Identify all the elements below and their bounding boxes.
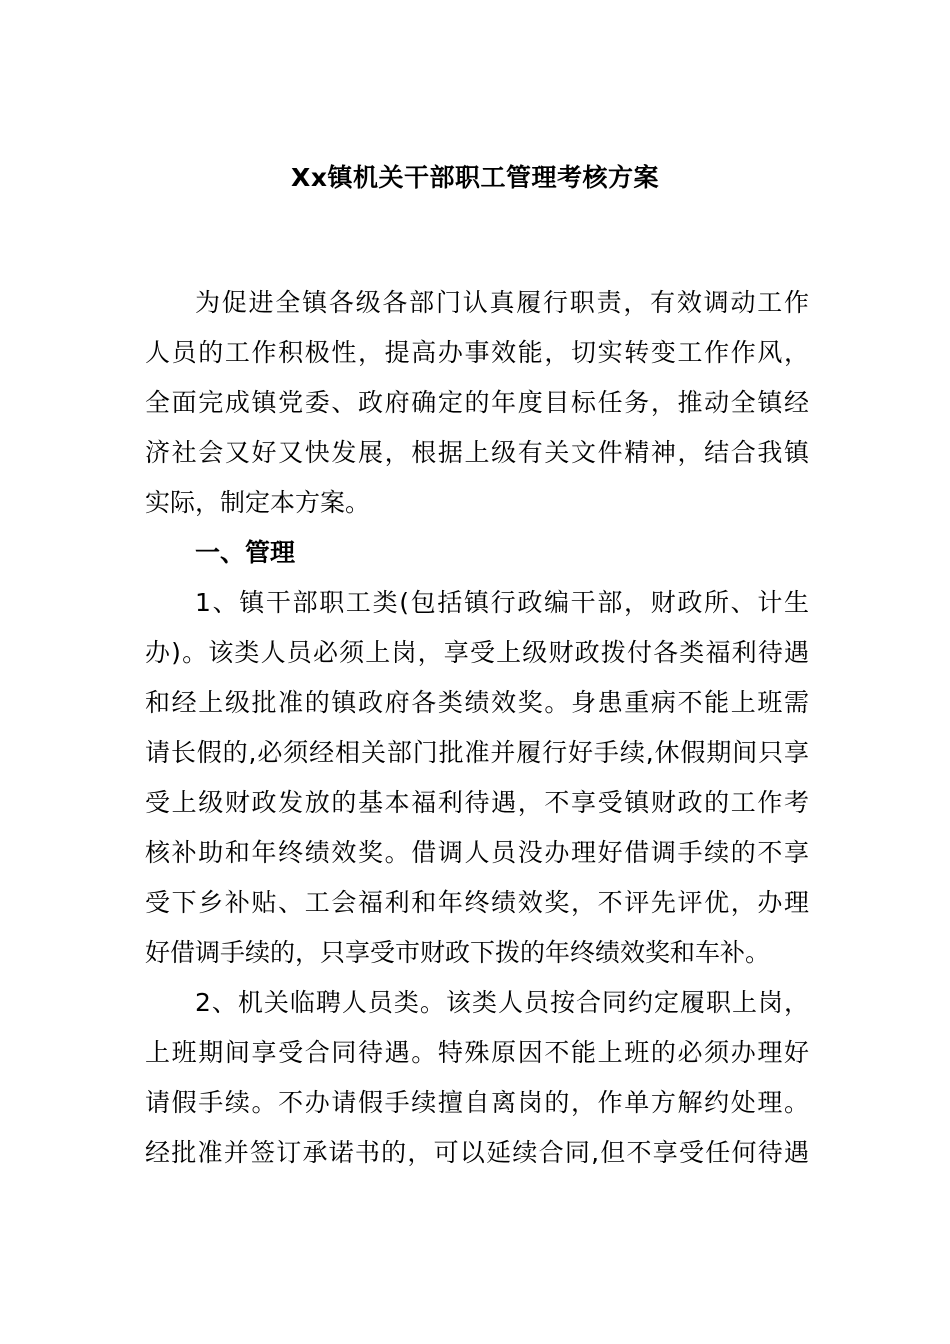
- paragraph-line: 为促进全镇各级各部门认真履行职责，有效调动工作: [195, 288, 809, 317]
- paragraph-line: 1、镇干部职工类(包括镇行政编干部，财政所、计生: [195, 588, 809, 617]
- document-title: Xx镇机关干部职工管理考核方案: [291, 163, 659, 192]
- paragraph-line: 核补助和年终绩效奖。借调人员没办理好借调手续的不享: [145, 838, 809, 867]
- section-heading: 一、管理: [195, 538, 296, 567]
- paragraph-line: 人员的工作积极性，提高办事效能，切实转变工作作风，: [145, 338, 809, 367]
- paragraph-line: 受下乡补贴、工会福利和年终绩效奖，不评先评优，办理: [145, 888, 809, 917]
- paragraph-line: 济社会又好又快发展，根据上级有关文件精神，结合我镇: [145, 438, 809, 467]
- paragraph-line: 全面完成镇党委、政府确定的年度目标任务，推动全镇经: [145, 388, 809, 417]
- paragraph-line: 受上级财政发放的基本福利待遇，不享受镇财政的工作考: [145, 788, 809, 817]
- paragraph-line: 请长假的,必须经相关部门批准并履行好手续,休假期间只享: [145, 738, 809, 767]
- paragraph-line: 实际，制定本方案。: [145, 488, 371, 517]
- paragraph-line: 办)。该类人员必须上岗，享受上级财政拨付各类福利待遇: [145, 638, 809, 667]
- paragraph-line: 好借调手续的，只享受市财政下拨的年终绩效奖和车补。: [145, 938, 771, 967]
- paragraph-line: 2、机关临聘人员类。该类人员按合同约定履职上岗，: [195, 988, 809, 1017]
- paragraph-line: 请假手续。不办请假手续擅自离岗的，作单方解约处理。: [145, 1088, 809, 1117]
- paragraph-line: 上班期间享受合同待遇。特殊原因不能上班的必须办理好: [145, 1038, 809, 1067]
- document-body: [145, 278, 809, 1178]
- paragraph-line: 和经上级批准的镇政府各类绩效奖。身患重病不能上班需: [145, 688, 809, 717]
- paragraph-line: 经批准并签订承诺书的，可以延续合同,但不享受任何待遇: [145, 1138, 809, 1167]
